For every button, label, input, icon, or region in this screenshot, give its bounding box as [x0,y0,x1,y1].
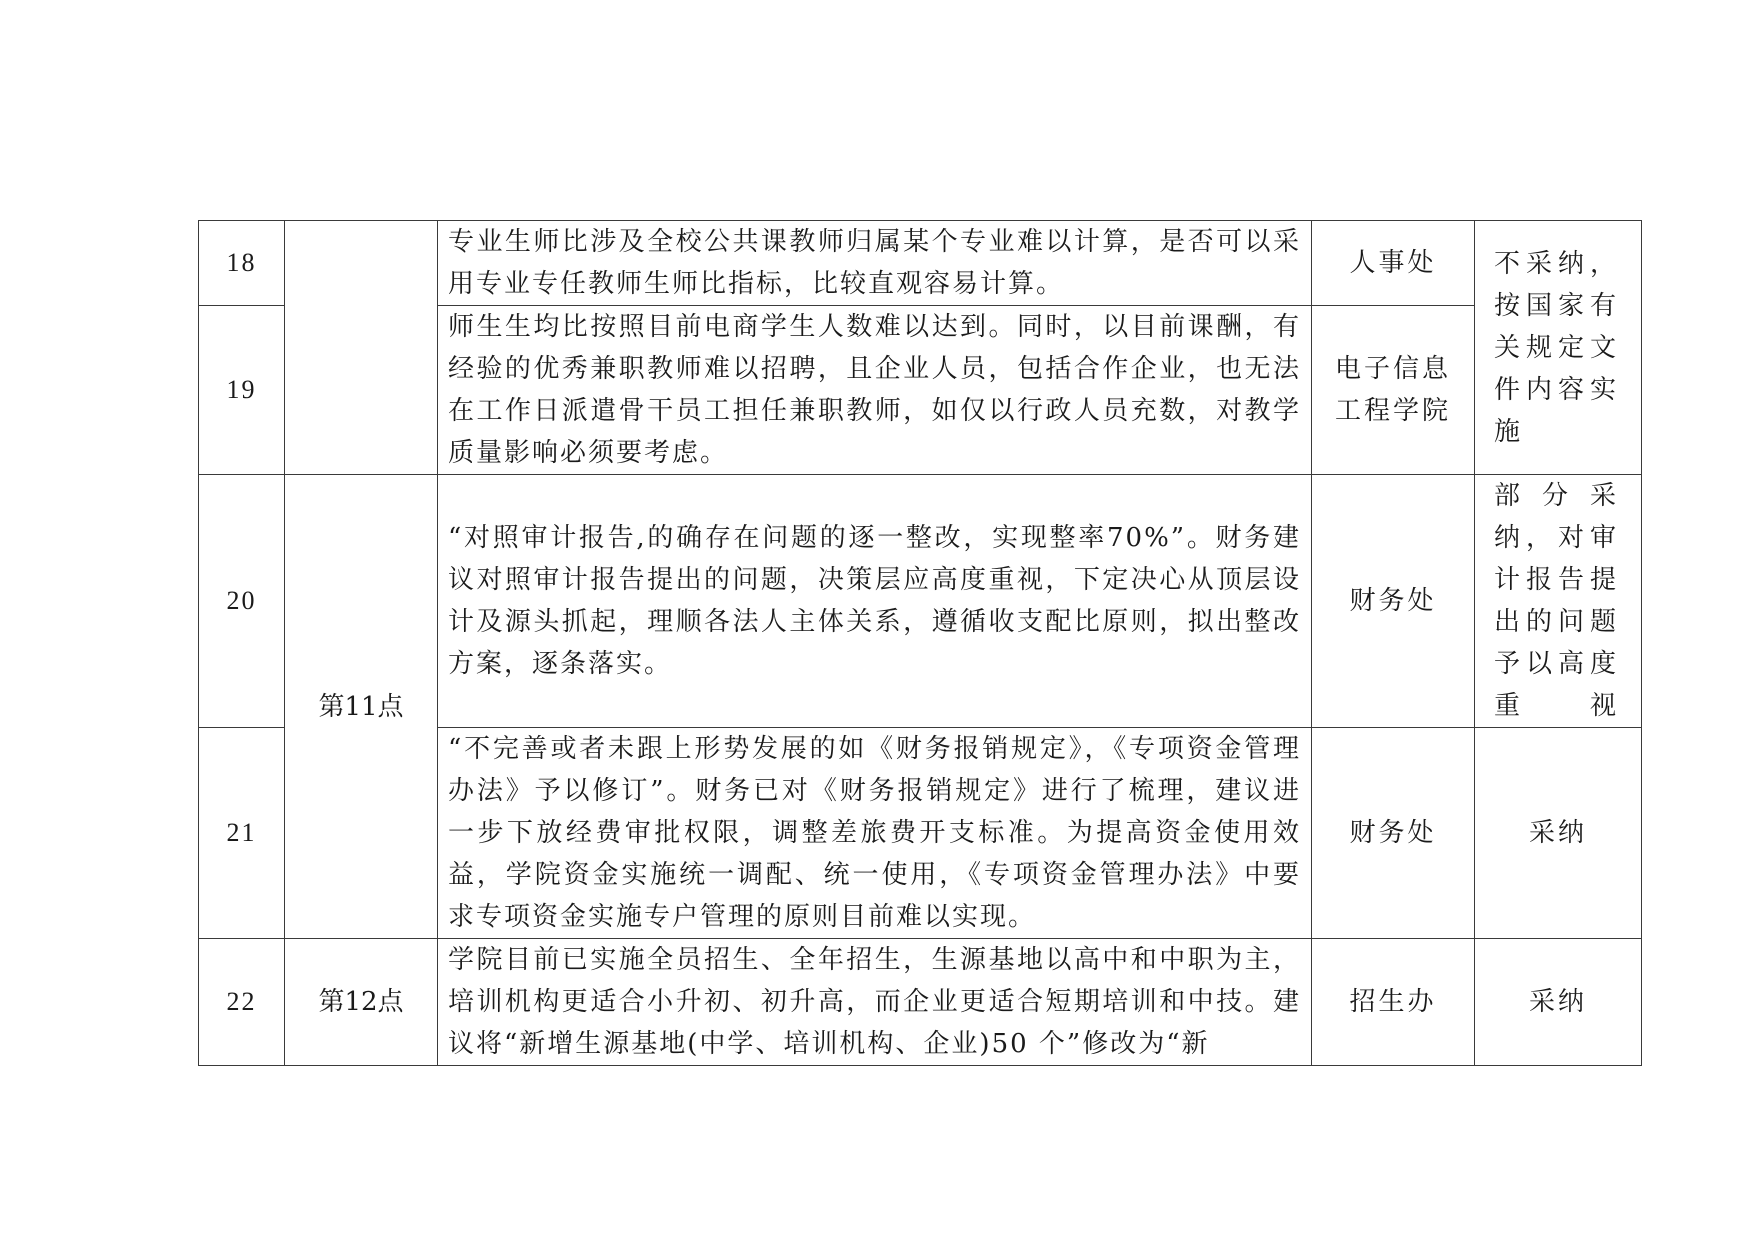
content-cell [438,221,1312,306]
row-number: 21 [226,818,257,847]
department-cell [1312,939,1475,1066]
row-number: 18 [226,248,257,277]
row-number: 22 [226,987,257,1016]
table-row [199,939,1642,1066]
point-cell [285,475,438,939]
result-cell [1475,728,1642,939]
department-text: 招生办 [1349,987,1437,1017]
row-number-cell [199,306,285,475]
table-row [199,475,1642,728]
result-cell [1475,939,1642,1066]
point-text: 第12点 [318,987,404,1017]
content-text: “不完善或者未跟上形势发展的如《财务报销规定》，《专项资金管理办法》予以修订”。财务已对《财务报销规定》进行了梳理，建议进一步下放经费审批权限，调整差旅费开支标准。为提高资金使用效益，学院资金实施统一调配、统一使用，《专项资金管理办法》中要求专项资金实施专户管理的原则目前难以实现。 [448,734,1301,932]
content-text: 师生生均比按照目前电商学生人数难以达到。同时，以目前课酬，有经验的优秀兼职教师难以招聘，且企业人员，包括合作企业，也无法在工作日派遣骨干员工担任兼职教师，如仅以行政人员充数，对教学质量影响必须要考虑。 [448,312,1301,468]
result-cell [1475,221,1642,475]
point-cell [285,939,438,1066]
result-cell [1475,475,1642,728]
department-text: 人事处 [1349,248,1437,278]
department-text: 电子信息工程学院 [1334,354,1451,426]
row-number-cell [199,728,285,939]
table-row [199,221,1642,306]
content-cell [438,728,1312,939]
result-text: 不采纳，按国家有关规定文件内容实施 [1494,248,1623,447]
department-cell [1312,221,1475,306]
row-number: 20 [226,586,257,615]
content-cell [438,939,1312,1066]
row-number: 19 [226,375,257,404]
content-text: “对照审计报告,的确存在问题的逐一整改，实现整率70%”。财务建议对照审计报告提出的问题，决策层应高度重视，下定决心从顶层设计及源头抓起，理顺各法人主体关系，遵循收支配比原则，拟出整改方案，逐条落实。 [448,523,1301,679]
result-text: 部分采纳，对审计报告提出的问题予以高度重视 [1494,481,1623,721]
point-cell-empty [285,221,438,475]
row-number-cell [199,939,285,1066]
row-number-cell [199,475,285,728]
department-cell [1312,728,1475,939]
content-text: 专业生师比涉及全校公共课教师归属某个专业难以计算，是否可以采用专业专任教师生师比指标，比较直观容易计算。 [448,227,1301,299]
result-text: 采纳 [1528,987,1587,1017]
department-cell [1312,306,1475,475]
department-text: 财务处 [1349,818,1437,848]
result-text: 采纳 [1528,818,1587,848]
department-cell [1312,475,1475,728]
content-cell [438,306,1312,475]
feedback-table [198,220,1642,1066]
department-text: 财务处 [1349,586,1437,616]
content-text: 学院目前已实施全员招生、全年招生，生源基地以高中和中职为主，培训机构更适合小升初、初升高，而企业更适合短期培训和中技。建议将“新增生源基地(中学、培训机构、企业)50 个”修改为“新 [448,945,1301,1059]
row-number-cell [199,221,285,306]
content-cell [438,475,1312,728]
point-text: 第11点 [318,691,404,722]
